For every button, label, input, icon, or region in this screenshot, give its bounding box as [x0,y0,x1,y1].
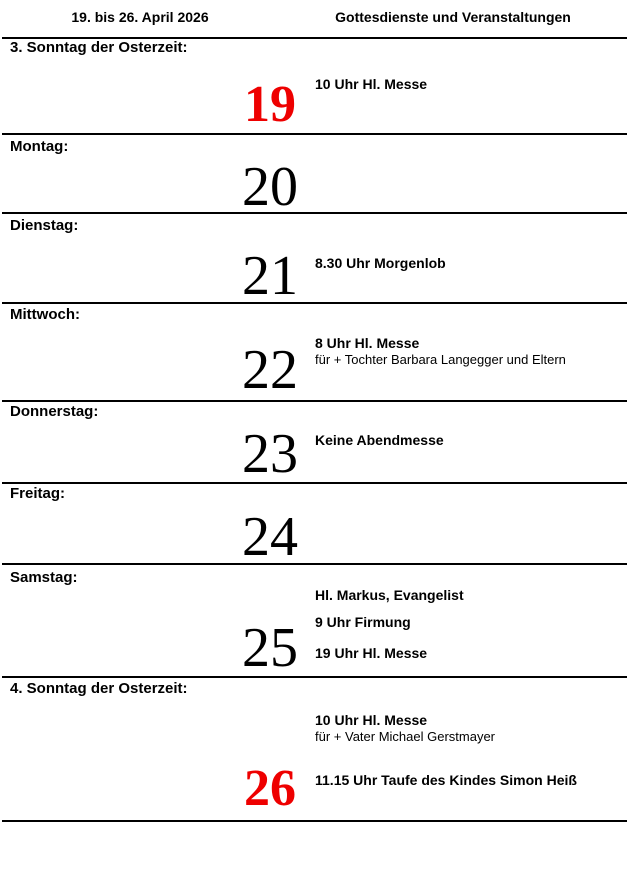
event-text: 8.30 Uhr Morgenlob [315,255,446,271]
day-number: 26 [244,760,296,817]
divider [2,820,627,822]
day-number: 19 [244,76,296,133]
day-label: 4. Sonntag der Osterzeit: [10,680,188,697]
event-text: 8 Uhr Hl. Messe [315,335,420,351]
event-text: Hl. Markus, Evangelist [315,587,464,603]
event-text: 10 Uhr Hl. Messe [315,76,428,92]
divider [2,482,627,484]
day-number: 22 [242,339,298,401]
event-note: für + Tochter Barbara Langegger und Eltern [315,352,566,367]
day-label: Montag: [10,138,69,155]
divider [2,302,627,304]
day-label: Samstag: [10,569,78,586]
day-number: 23 [242,423,298,485]
day-number: 21 [242,245,298,307]
date-range: 19. bis 26. April 2026 [71,9,209,25]
event-text: Keine Abendmesse [315,432,444,448]
event-text: 9 Uhr Firmung [315,614,411,630]
divider [2,212,627,214]
event-text: 10 Uhr Hl. Messe [315,712,428,728]
day-label: Mittwoch: [10,306,80,323]
divider [2,676,627,678]
divider [2,400,627,402]
day-label: Dienstag: [10,217,79,234]
day-number: 20 [242,156,298,218]
day-label: 3. Sonntag der Osterzeit: [10,39,188,56]
event-text: 19 Uhr Hl. Messe [315,645,428,661]
day-label: Freitag: [10,485,66,502]
day-number: 25 [242,617,298,679]
divider [2,133,627,135]
day-label: Donnerstag: [10,403,99,420]
event-note: für + Vater Michael Gerstmayer [315,729,496,744]
divider [2,563,627,565]
day-number: 24 [242,506,298,568]
event-text: 11.15 Uhr Taufe des Kindes Simon Heiß [315,772,577,788]
page-title: Gottesdienste und Veranstaltungen [335,9,571,25]
